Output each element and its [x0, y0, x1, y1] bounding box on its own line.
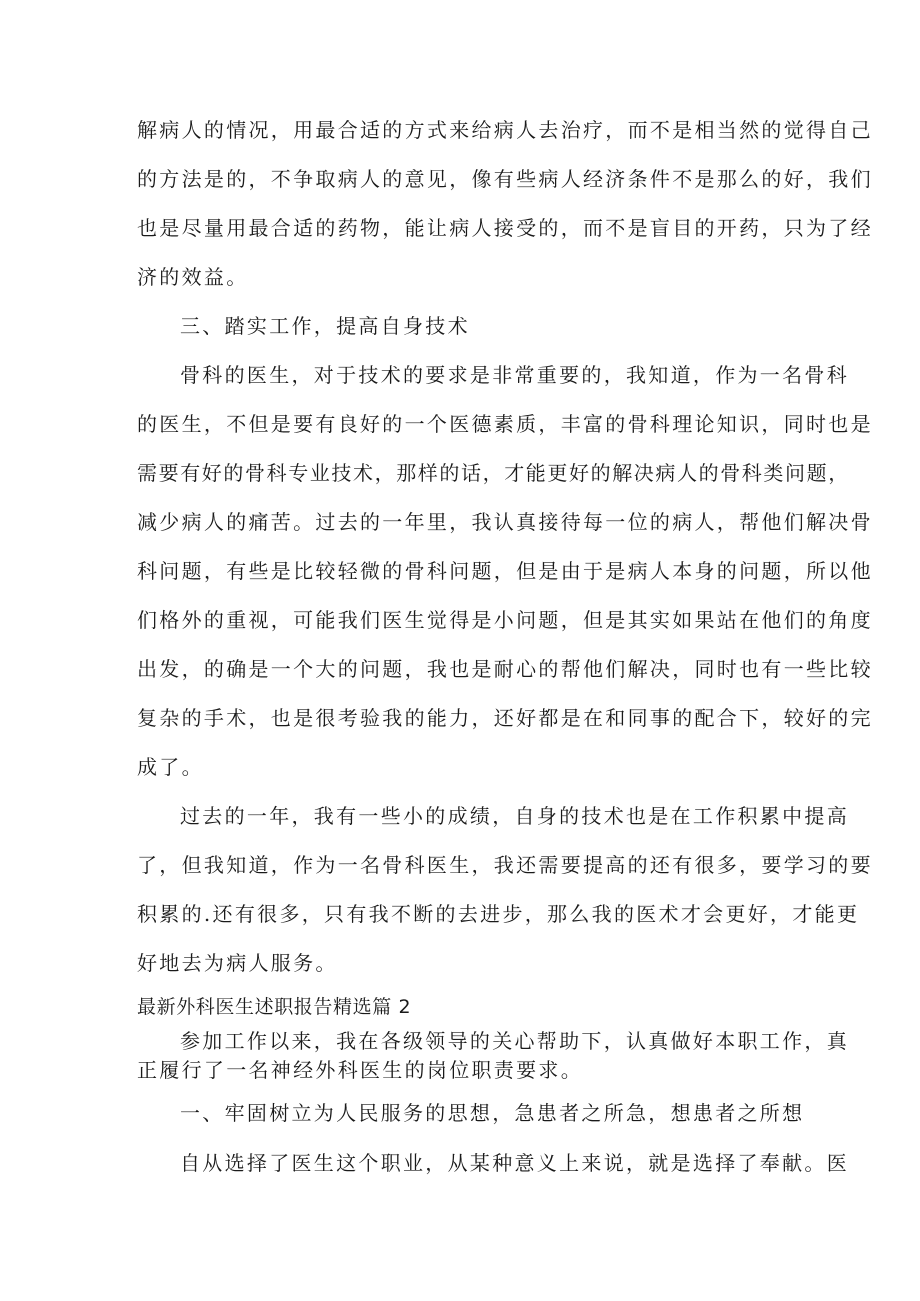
section-heading: 一、牢固树立为人民服务的思想，急患者之所急，想患者之所想	[180, 1101, 805, 1125]
paragraph-line: 骨科的医生，对于技术的要求是非常重要的，我知道，作为一名骨科	[180, 363, 849, 387]
paragraph-line: 的医生，不但是要有良好的一个医德素质，丰富的骨科理论知识，同时也是	[137, 412, 873, 436]
paragraph-line: 减少病人的痛苦。过去的一年里，我认真接待每一位的病人，帮他们解决骨	[137, 510, 873, 534]
article-title: 最新外科医生述职报告精选篇 2	[137, 996, 412, 1018]
paragraph-line: 成了。	[137, 755, 204, 779]
paragraph-line: 了，但我知道，作为一名骨科医生，我还需要提高的还有很多，要学习的要	[137, 853, 873, 877]
paragraph-line: 济的效益。	[137, 265, 249, 289]
paragraph-line: 正履行了一名神经外科医生的岗位职责要求。	[137, 1058, 583, 1082]
paragraph-line: 解病人的情况，用最合适的方式来给病人去治疗，而不是相当然的觉得自己	[137, 118, 873, 142]
paragraph-line: 参加工作以来，我在各级领导的关心帮助下，认真做好本职工作，真	[180, 1029, 849, 1053]
paragraph-line: 的方法是的，不争取病人的意见，像有些病人经济条件不是那么的好，我们	[137, 167, 873, 191]
paragraph-line: 也是尽量用最合适的药物，能让病人接受的，而不是盲目的开药，只为了经	[137, 216, 873, 240]
paragraph-line: 好地去为病人服务。	[137, 951, 338, 975]
paragraph-line: 过去的一年，我有一些小的成绩，自身的技术也是在工作积累中提高	[180, 804, 849, 828]
paragraph-line: 出发，的确是一个大的问题，我也是耐心的帮他们解决，同时也有一些比较	[137, 657, 873, 681]
paragraph-line: 自从选择了医生这个职业，从某种意义上来说，就是选择了奉献。医	[180, 1151, 849, 1175]
paragraph-line: 需要有好的骨科专业技术，那样的话，才能更好的解决病人的骨科类问题，	[137, 461, 850, 485]
paragraph-line: 复杂的手术，也是很考验我的能力，还好都是在和同事的配合下，较好的完	[137, 706, 873, 730]
paragraph-line: 们格外的重视，可能我们医生觉得是小问题，但是其实如果站在他们的角度	[137, 608, 873, 632]
paragraph-line: 积累的.还有很多，只有我不断的去进步，那么我的医术才会更好，才能更	[137, 902, 860, 926]
section-heading: 三、踏实工作，提高自身技术	[180, 314, 470, 338]
paragraph-line: 科问题，有些是比较轻微的骨科问题，但是由于是病人本身的问题，所以他	[137, 559, 873, 583]
